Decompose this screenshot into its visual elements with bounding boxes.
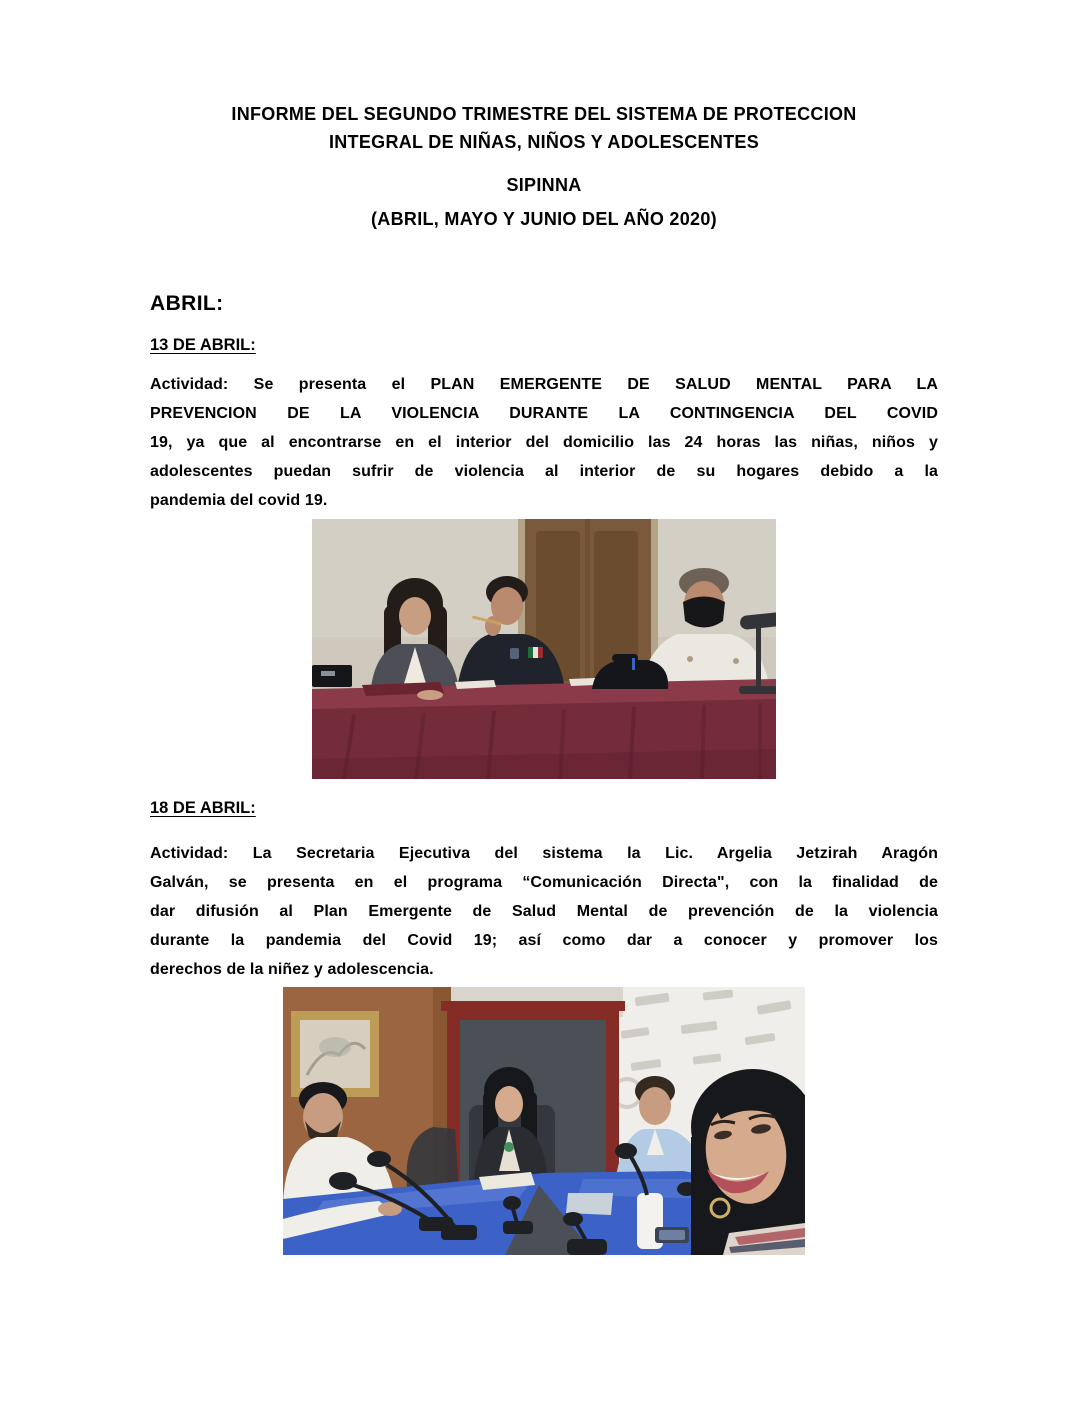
photo2-person-selfie-woman: [691, 1069, 805, 1255]
text-line: INFORME DEL SEGUNDO TRIMESTRE DEL SISTEMA DE PROTECCION: [231, 104, 857, 124]
month-heading-abril: ABRIL:: [150, 292, 224, 315]
text-line: Galván, se presenta en el programa “Comunicación Directa", con la finalidad de: [150, 874, 938, 891]
photo2-picture-frame: [291, 1011, 379, 1097]
text-line: durante la pandemia del Covid 19; así como dar a conocer y promover los: [150, 932, 938, 949]
report-acronym: SIPINNA: [506, 175, 582, 195]
text-line: 19, ya que al encontrarse en el interior del domicilio las 24 horas las niñas, niños y: [150, 434, 938, 451]
photo1-flag-patch: [528, 647, 543, 658]
entry2-paragraph: [150, 839, 938, 984]
text-line: pandemia del covid 19.: [150, 492, 328, 509]
photo-meeting-13-abril: [312, 519, 776, 779]
text-line: dar difusión al Plan Emergente de Salud Mental de prevención de la violencia: [150, 903, 938, 920]
text-line: Actividad: La Secretaria Ejecutiva del sistema la Lic. Argelia Jetzirah Aragón: [150, 845, 938, 862]
entry2-date-heading: 18 DE ABRIL:: [150, 799, 256, 817]
text-line: Actividad: Se presenta el PLAN EMERGENTE DE SALUD MENTAL PARA LA: [150, 376, 938, 393]
report-period: (ABRIL, MAYO Y JUNIO DEL AÑO 2020): [371, 209, 717, 229]
text-line: derechos de la niñez y adolescencia.: [150, 961, 434, 978]
text-line: PREVENCION DE LA VIOLENCIA DURANTE LA CONTINGENCIA DEL COVID: [150, 405, 938, 422]
entry1-paragraph: [150, 370, 938, 515]
report-title: [150, 100, 938, 156]
text-line: adolescentes puedan sufrir de violencia al interior de su hogares debido a la: [150, 463, 938, 480]
entry1-date-heading: 13 DE ABRIL:: [150, 336, 256, 354]
photo1-laptop: [312, 665, 352, 687]
photo-radio-studio-18-abril: [283, 987, 805, 1255]
text-line: INTEGRAL DE NIÑAS, NIÑOS Y ADOLESCENTES: [328, 132, 760, 152]
